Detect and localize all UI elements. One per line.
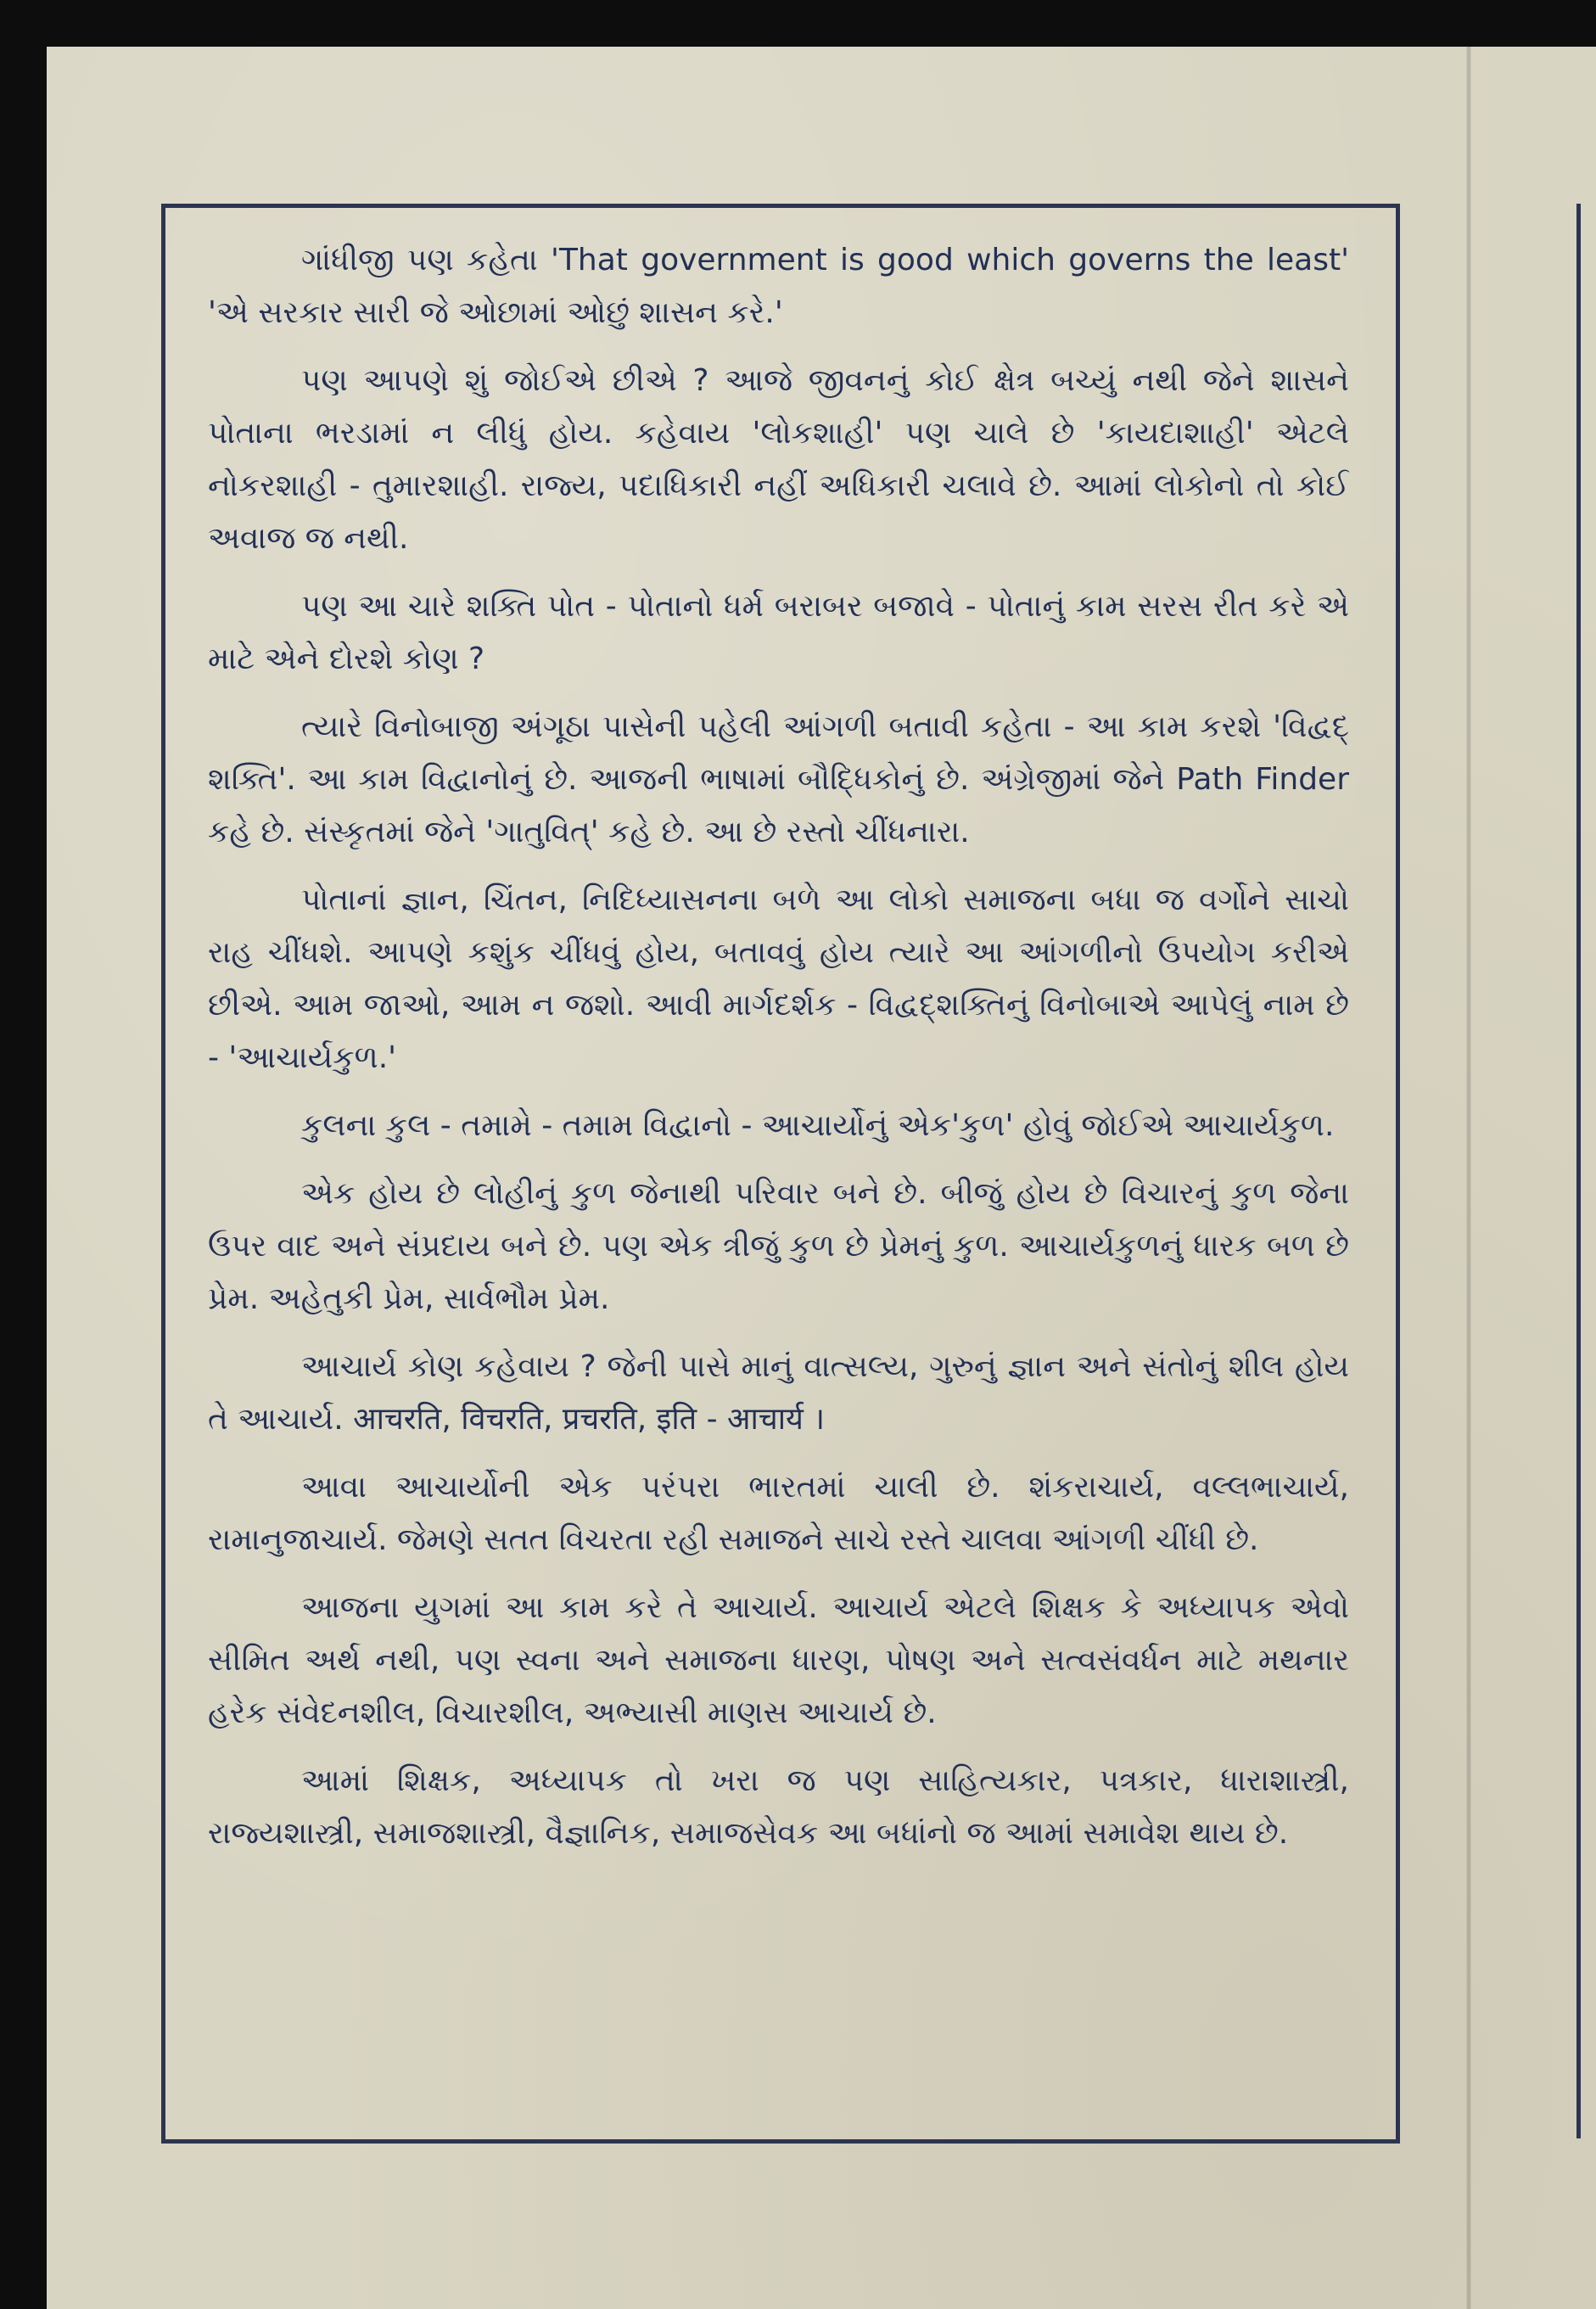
paragraph-2: પણ આપણે શું જોઈએ છીએ ? આજે જીવનનું કોઈ ક્ષેત્ર બચ્યું નથી જેને શાસને પોતાના ભરડામાં ન લીધું હોય. કહેવાય 'લોકશાહી' પણ ચાલે છે 'કાયદાશાહી' એટલે નોકરશાહી - તુમારશાહી. રાજ્ય, પદાધિકારી નહીં અધિકારી ચલાવે છે. આમાં લોકોનો તો કોઈ અવાજ જ નથી. [208, 363, 1349, 556]
paragraph-1: ગાંધીજી પણ કહેતા 'That government is good which governs the least' 'એ સરકાર સારી જે ઓછામાં ઓછું શાસન કરે.' [208, 243, 1349, 330]
document-body [208, 234, 1349, 2118]
paragraph-11: આમાં શિક્ષક, અધ્યાપક તો ખરા જ પણ સાહિત્યકાર, પત્રકાર, ધારાશાસ્ત્રી, રાજ્યશાસ્ત્રી, સમાજશાસ્ત્રી, વૈજ્ઞાનિક, સમાજસેવક આ બધાંનો જ આમાં સમાવેશ થાય છે. [208, 1763, 1349, 1851]
paragraph-4: ત્યારે વિનોબાજી અંગૂઠા પાસેની પહેલી આંગળી બતાવી કહેતા - આ કામ કરશે 'વિદ્વદ્ શક્તિ'. આ કામ વિદ્વાનોનું છે. આજની ભાષામાં બૌદ્ધિકોનું છે. અંગ્રેજીમાં જેને Path Finder કહે છે. સંસ્કૃતમાં જેને 'ગાતુવિત્' કહે છે. આ છે રસ્તો ચીંધનારા. [208, 709, 1349, 849]
adjacent-page-border [1576, 204, 1581, 2138]
paragraph-6: કુલના કુલ - તમામે - તમામ વિદ્વાનો - આચાર્યોનું એક'કુળ' હોવું જોઈએ આચાર્યકુળ. [301, 1108, 1335, 1143]
paragraph-3: પણ આ ચારે શક્તિ પોત - પોતાનો ધર્મ બરાબર બજાવે - પોતાનું કામ સરસ રીત કરે એ માટે એને દોરશે કોણ ? [208, 589, 1349, 676]
paragraph-10: આજના યુગમાં આ કામ કરે તે આચાર્ય. આચાર્ય એટલે શિક્ષક કે અધ્યાપક એવો સીમિત અર્થ નથી, પણ સ્વના અને સમાજના ધારણ, પોષણ અને સત્વસંવર્ધન માટે મથનાર હરેક સંવેદનશીલ, વિચારશીલ, અભ્યાસી માણસ આચાર્ય છે. [208, 1590, 1349, 1730]
paper-fold-crease [1466, 47, 1471, 2309]
paragraph-8: આચાર્ય કોણ કહેવાય ? જેની પાસે માનું વાત્સલ્ય, ગુરુનું જ્ઞાન અને સંતોનું શીલ હોય તે આચાર્ય. आचरति, विचरति, प्रचरति, इति - आचार्य । [208, 1349, 1349, 1437]
paragraph-5: પોતાનાં જ્ઞાન, ચિંતન, નિદિધ્યાસનના બળે આ લોકો સમાજના બધા જ વર્ગોને સાચો રાહ ચીંધશે. આપણે કશુંક ચીંધવું હોય, બતાવવું હોય ત્યારે આ આંગળીનો ઉપયોગ કરીએ છીએ. આમ જાઓ, આમ ન જશો. આવી માર્ગદર્શક - વિદ્વદ્શક્તિનું વિનોબાએ આપેલું નામ છે - 'આચાર્યકુળ.' [208, 883, 1349, 1075]
paragraph-9: આવા આચાર્યોની એક પરંપરા ભારતમાં ચાલી છે. શંકરાચાર્ય, વલ્લભાચાર્ય, રામાનુજાચાર્ય. જેમણે સતત વિચરતા રહી સમાજને સાચે રસ્તે ચાલવા આંગળી ચીંધી છે. [208, 1470, 1349, 1557]
paragraph-7: એક હોય છે લોહીનું કુળ જેનાથી પરિવાર બને છે. બીજું હોય છે વિચારનું કુળ જેના ઉપર વાદ અને સંપ્રદાય બને છે. પણ એક ત્રીજું કુળ છે પ્રેમનું કુળ. આચાર્યકુળનું ધારક બળ છે પ્રેમ. અહેતુકી પ્રેમ, સાર્વભૌમ પ્રેમ. [208, 1176, 1349, 1316]
